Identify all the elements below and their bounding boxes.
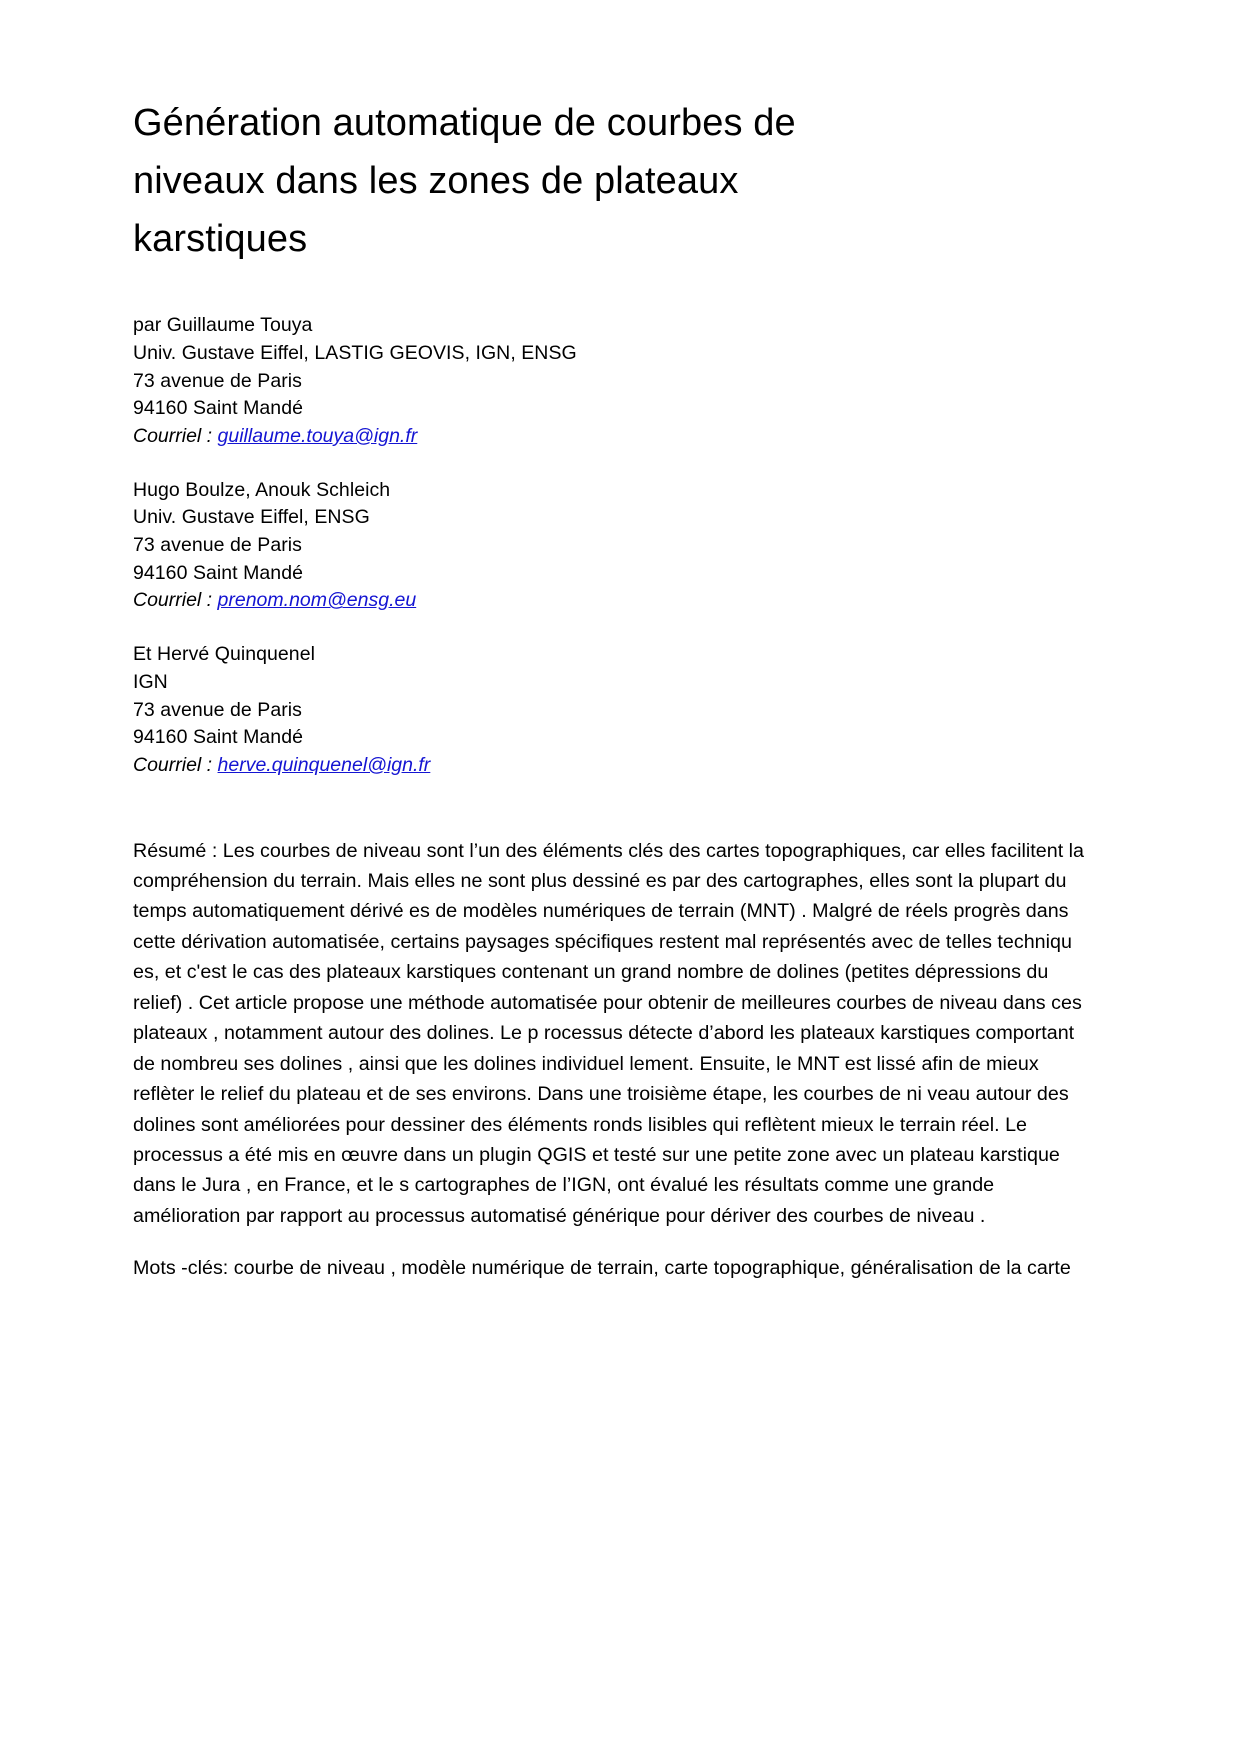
author-email-line	[133, 752, 1100, 780]
author-street: 73 avenue de Paris	[133, 698, 302, 721]
author-street: 73 avenue de Paris	[133, 369, 302, 392]
keywords-text: Mots -clés: courbe de niveau , modèle numérique de terrain, carte topographique, généralisation de la carte	[133, 1257, 1071, 1280]
author-street: 73 avenue de Paris	[133, 534, 302, 557]
abstract-section	[133, 836, 1100, 1284]
author-email-line	[133, 423, 1100, 451]
email-link[interactable]: prenom.nom@ensg.eu	[217, 589, 417, 612]
author-city: 94160 Saint Mandé	[133, 561, 303, 584]
email-link[interactable]: herve.quinquenel@ign.fr	[217, 753, 431, 776]
author-affiliation: Univ. Gustave Eiffel, LASTIG GEOVIS, IGN, ENSG	[133, 341, 577, 364]
author-name: Et Hervé Quinquenel	[133, 643, 315, 666]
author-name: Hugo Boulze, Anouk Schleich	[133, 478, 391, 501]
author-affiliation: Univ. Gustave Eiffel, ENSG	[133, 506, 370, 529]
author-city: 94160 Saint Mandé	[133, 397, 303, 420]
author-email-line	[133, 587, 1100, 615]
email-label: Courriel :	[133, 753, 218, 776]
email-label: Courriel :	[133, 589, 218, 612]
page-title: Génération automatique de courbes de niveaux dans les zones de plateaux karstiques	[133, 102, 796, 260]
author-city: 94160 Saint Mandé	[133, 726, 303, 749]
author-block-2	[133, 477, 1100, 615]
author-name: par Guillaume Touya	[133, 314, 313, 337]
abstract-text: Résumé : Les courbes de niveau sont l’un des éléments clés des cartes topographiques, car elles facilitent la compréhension du terrain. Mais elles ne sont plus dessiné es par des cartographes, elles sont la plupart du temps automatiquement dérivé es de modèles numériques de terrain (MNT) . Malgré de réels progrès dans cette dérivation automatisée, certains paysages spécifiques restent mal représentés avec de telles techniqu es, et c'est le cas des plateaux karstiques contenant un grand nombre de dolines (petites dépressions du relief) . Cet article propose une méthode automatisée pour obtenir de meilleures courbes de niveau dans ces plateaux , notamment autour des dolines. Le p rocessus détecte d’abord les plateaux karstiques comportant de nombreu ses dolines , ainsi que les dolines individuel lement. Ensuite, le MNT est lissé afin de mieux reflèter le relief du plateau et de ses environs. Dans une troisième étape, les courbes de ni veau autour des dolines sont améliorées pour dessiner des éléments ronds lisibles qui reflètent mieux le terrain réel. Le processus a été mis en œuvre dans un plugin QGIS et testé sur une petite zone avec un plateau karstique dans le Jura , en France, et le s cartographes de l’IGN, ont évalué les résultats comme une grande amélioration par rapport au processus automatisé générique pour dériver des courbes de niveau .	[133, 839, 1084, 1227]
author-block-1	[133, 312, 1100, 450]
email-label: Courriel :	[133, 425, 218, 447]
email-link[interactable]: guillaume.touya@ign.fr	[217, 425, 418, 447]
author-block-3	[133, 641, 1100, 779]
author-affiliation: IGN	[133, 670, 168, 693]
